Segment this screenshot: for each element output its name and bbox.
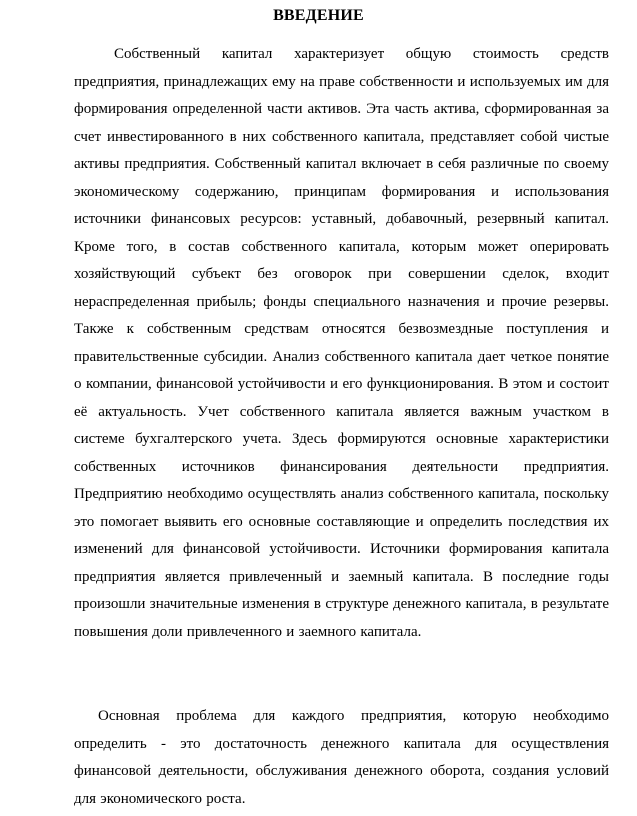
document-title: ВВЕДЕНИЕ [273,7,364,24]
paragraph-equity-overview: Собственный капитал характеризует общую стоимость средств предприятия, принадлежащих ему на праве собственности и используемых им для формирования определенной части активов. Эта часть актива, сформированная за счет инвестированного в них собственного капитала, представляет собой чистые активы предприятия. Собственный капитал включает в себя различные по своему экономическому содержанию, принципам формирования и использования источники финансовых ресурсов: уставный, добавочный, резервный капитал. Кроме того, в состав собственного капитала, которым может оперировать хозяйствующий субъект без оговорок при совершении сделок, входит нераспределенная прибыль; фонды специального назначения и прочие резервы. Также к собственным средствам относятся безвозмездные поступления и правительственные субсидии. Анализ собственного капитала дает четкое понятие о компании, финансовой устойчивости и его функционирования. В этом и состоит её актуальность. Учет собственного капитала является важным участком в системе бухгалтерского учета. Здесь формируются основные характеристики собственных источников финансирования деятельности предприятия. Предприятию необходимо осуществлять анализ собственного капитала, поскольку это помогает выявить его основные составляющие и определить последствия их изменений для финансовой устойчивости. Источники формирования капитала предприятия является привлеченный и заемный капитала. В последние годы произошли значительные изменения в структуре денежного капитала, в результате повышения доли привлеченного и заемного капитала. [74,46,609,640]
paragraph-main-problem: Основная проблема для каждого предприятия, которую необходимо определить - это достаточность денежного капитала для осуществления финансовой деятельности, обслуживания денежного оборота, создания условий для экономического роста. [74,708,609,807]
